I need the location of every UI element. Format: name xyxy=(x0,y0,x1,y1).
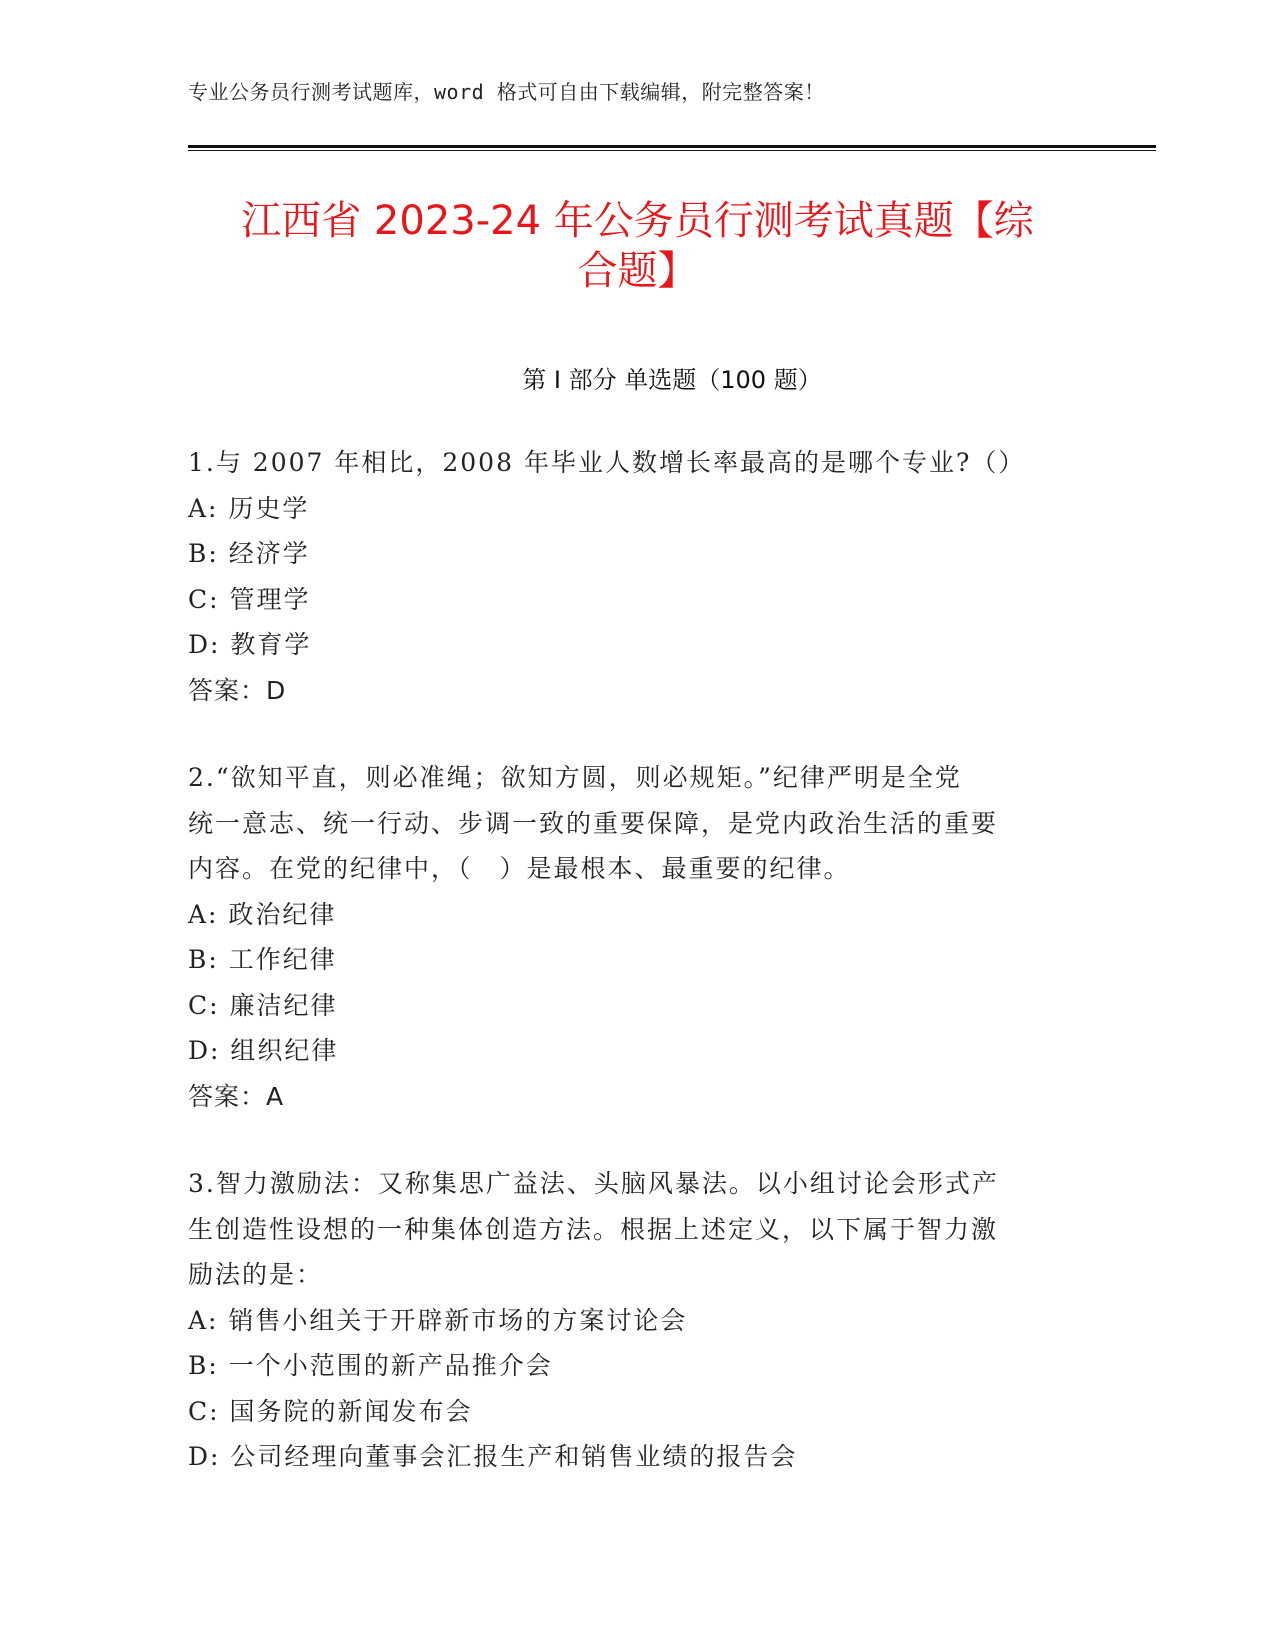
header-note: 专业公务员行测考试题库，word 格式可自由下载编辑，附完整答案！ xyxy=(188,80,825,104)
question-text: 统一意志、统一行动、步调一致的重要保障，是党内政治生活的重要 xyxy=(188,808,999,838)
question-spacer xyxy=(188,1119,1068,1161)
option-d: D: 组织纪律 xyxy=(188,1036,339,1065)
option-b: B: 经济学 xyxy=(188,539,310,568)
question-text: 2.“欲知平直，则必准绳；欲知方圆，则必规矩。”纪律严明是全党 xyxy=(188,763,962,792)
question-text: 3.智力激励法：又称集思广益法、头脑风暴法。以小组讨论会形式产 xyxy=(188,1169,999,1198)
option-c: C: 国务院的新闻发布会 xyxy=(188,1396,473,1426)
section-heading: 第 I 部分 单选题（100 题） xyxy=(522,366,822,394)
question-text: 励法的是： xyxy=(188,1260,324,1289)
document-title xyxy=(190,196,1085,296)
question-text: 内容。在党的纪律中，（ ）是最根本、最重要的纪律。 xyxy=(188,854,851,883)
option-d: D: 教育学 xyxy=(188,630,312,659)
header-divider-thin xyxy=(188,150,1156,151)
question-item xyxy=(188,440,1068,713)
question-spacer xyxy=(188,713,1068,755)
option-d: D: 公司经理向董事会汇报生产和销售业绩的报告会 xyxy=(188,1442,798,1471)
question-text: 1.与 2007 年相比，2008 年毕业人数增长率最高的是哪个专业?（） xyxy=(188,448,1026,477)
answer-text: 答案：A xyxy=(188,1081,285,1111)
option-c: C: 管理学 xyxy=(188,584,311,614)
option-c: C: 廉洁纪律 xyxy=(188,990,338,1020)
question-item xyxy=(188,1161,1068,1480)
title-line-2: 合题】 xyxy=(577,248,698,294)
option-b: B: 一个小范围的新产品推介会 xyxy=(188,1351,553,1380)
option-b: B: 工作纪律 xyxy=(188,945,337,974)
title-line-1: 江西省 2023-24 年公务员行测考试真题【综 xyxy=(241,198,1034,244)
option-a: A: 销售小组关于开辟新市场的方案讨论会 xyxy=(188,1305,688,1335)
question-item xyxy=(188,755,1068,1119)
question-list xyxy=(188,440,1068,1480)
answer-text: 答案：D xyxy=(188,675,287,705)
question-text: 生创造性设想的一种集体创造方法。根据上述定义，以下属于智力激 xyxy=(188,1214,999,1244)
header-divider xyxy=(188,145,1156,148)
option-a: A: 政治纪律 xyxy=(188,899,337,929)
option-a: A: 历史学 xyxy=(188,493,310,523)
